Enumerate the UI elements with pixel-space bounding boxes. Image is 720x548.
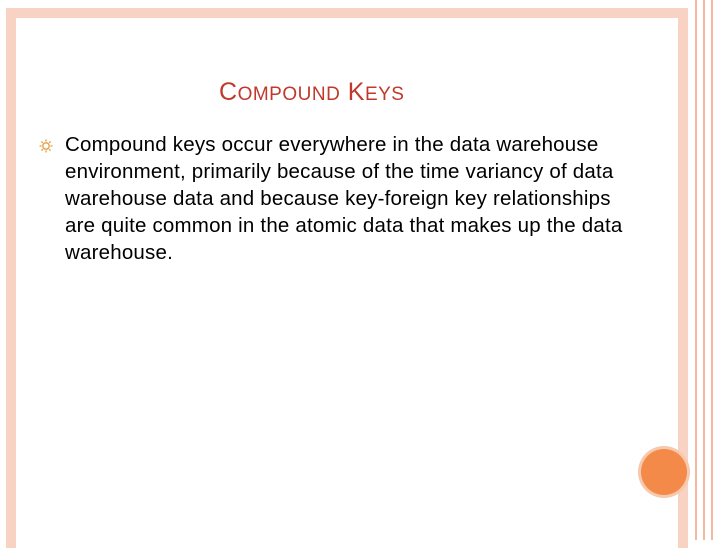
sun-bullet-icon: [39, 139, 53, 153]
right-rule-line: [711, 0, 713, 540]
accent-circle: [641, 449, 687, 495]
right-rule-line: [695, 0, 697, 540]
bullet-text: Compound keys occur everywhere in the data warehouse environment, primarily because of the time variancy of data warehouse data and because key-foreign key relationships are quite common in the atomic data that makes up the data warehouse.: [65, 133, 623, 264]
title-cap-k: K: [347, 78, 365, 106]
slide-title: [219, 77, 404, 110]
title-cap-c: C: [219, 78, 238, 106]
right-rule-line: [703, 0, 705, 540]
title-word-1: OMPOUND: [237, 84, 341, 105]
title-word-2: EYS: [364, 84, 405, 105]
